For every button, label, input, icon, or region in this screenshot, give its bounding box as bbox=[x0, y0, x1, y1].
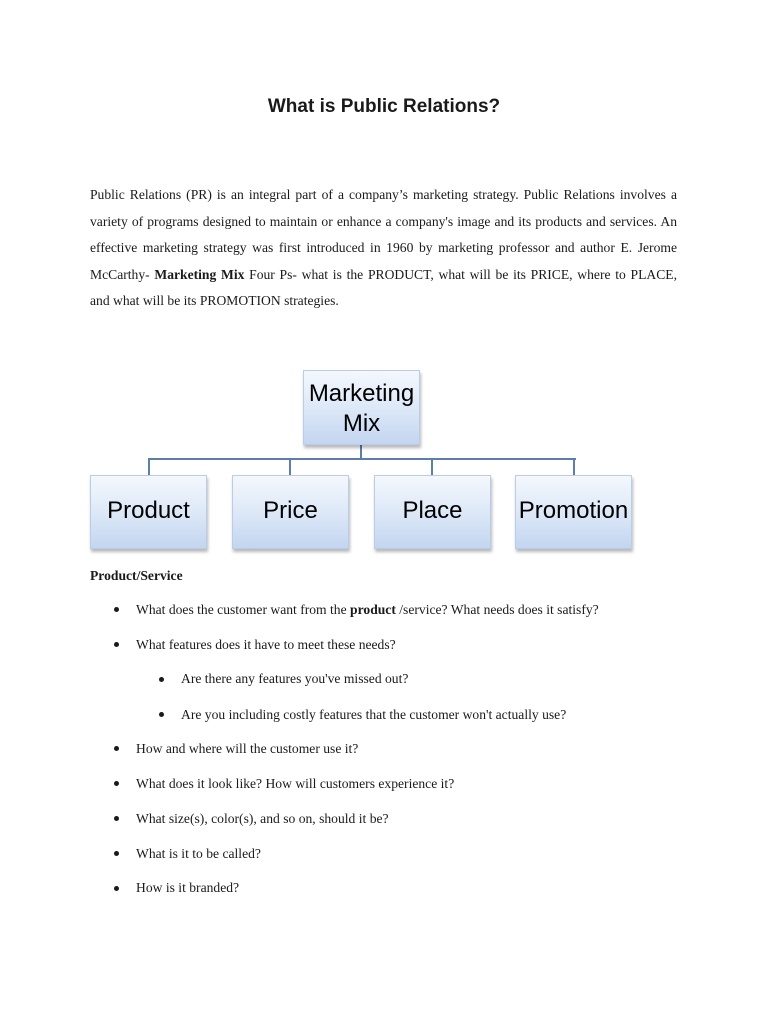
bullet-icon bbox=[159, 712, 164, 717]
bullet-icon bbox=[114, 886, 119, 891]
connector-drop-price bbox=[289, 458, 291, 475]
intro-text-start: Public Relations (PR) is an integral part of a company’s marketing strategy. Public Relations involves a variety of programs designed to maintain or enhance a company's image and its products and services. An effective marketing strategy was first introduced in 1960 by marketing professor and author E. Jerome McCarthy- bbox=[90, 187, 677, 282]
connector-drop-promotion bbox=[573, 458, 575, 475]
list-item-nested: Are there any features you've missed out? bbox=[181, 671, 409, 686]
list-item: What does it look like? How will customers experience it? bbox=[136, 776, 455, 791]
page-title: What is Public Relations? bbox=[267, 96, 501, 117]
connector-drop-product bbox=[148, 458, 150, 475]
bullet-icon bbox=[114, 816, 119, 821]
diagram-root-box bbox=[303, 370, 420, 445]
marketing-mix-diagram bbox=[0, 360, 768, 560]
intro-bold-term: Marketing Mix bbox=[154, 266, 245, 282]
bullet-icon bbox=[114, 851, 119, 856]
list-item bbox=[136, 600, 599, 620]
diagram-label-place: Place bbox=[402, 497, 463, 524]
list-item-nested: Are you including costly features that the customer won't actually use? bbox=[181, 707, 567, 722]
diagram-root-label-line2: Mix bbox=[342, 409, 381, 437]
diagram-label-product: Product bbox=[107, 497, 190, 524]
section-heading: Product/Service bbox=[90, 568, 183, 583]
bullet-icon bbox=[114, 746, 119, 751]
intro-text-end: Four Ps- what is the PRODUCT, what will be its PRICE, where to PLACE, and what will be its PROMOTION strategies. bbox=[90, 266, 677, 309]
list-item-text: What does the customer want from the bbox=[136, 602, 351, 617]
list-item: How is it branded? bbox=[136, 880, 240, 895]
list-item: What features does it have to meet these needs? bbox=[136, 637, 396, 652]
diagram-box-promotion bbox=[515, 475, 632, 549]
connector-root-stem bbox=[360, 445, 362, 459]
intro-paragraph bbox=[90, 182, 677, 315]
diagram-box-place bbox=[374, 475, 491, 549]
list-item-text: /service? What needs does it satisfy? bbox=[395, 602, 599, 617]
bullet-icon bbox=[114, 607, 119, 612]
diagram-label-price: Price bbox=[263, 497, 318, 524]
diagram-box-product bbox=[90, 475, 207, 549]
bullet-icon bbox=[114, 781, 119, 786]
diagram-box-price bbox=[232, 475, 349, 549]
connector-drop-place bbox=[431, 458, 433, 475]
bullet-icon bbox=[114, 642, 119, 647]
diagram-label-promotion: Promotion bbox=[518, 497, 629, 524]
connector-horizontal-bar bbox=[148, 458, 576, 460]
list-item-bold-term: product bbox=[350, 602, 396, 617]
list-item: How and where will the customer use it? bbox=[136, 741, 359, 756]
list-item: What is it to be called? bbox=[136, 846, 261, 861]
bullet-icon bbox=[159, 677, 164, 682]
list-item: What size(s), color(s), and so on, should it be? bbox=[136, 811, 389, 826]
diagram-root-label-line1: Marketing bbox=[308, 379, 415, 407]
